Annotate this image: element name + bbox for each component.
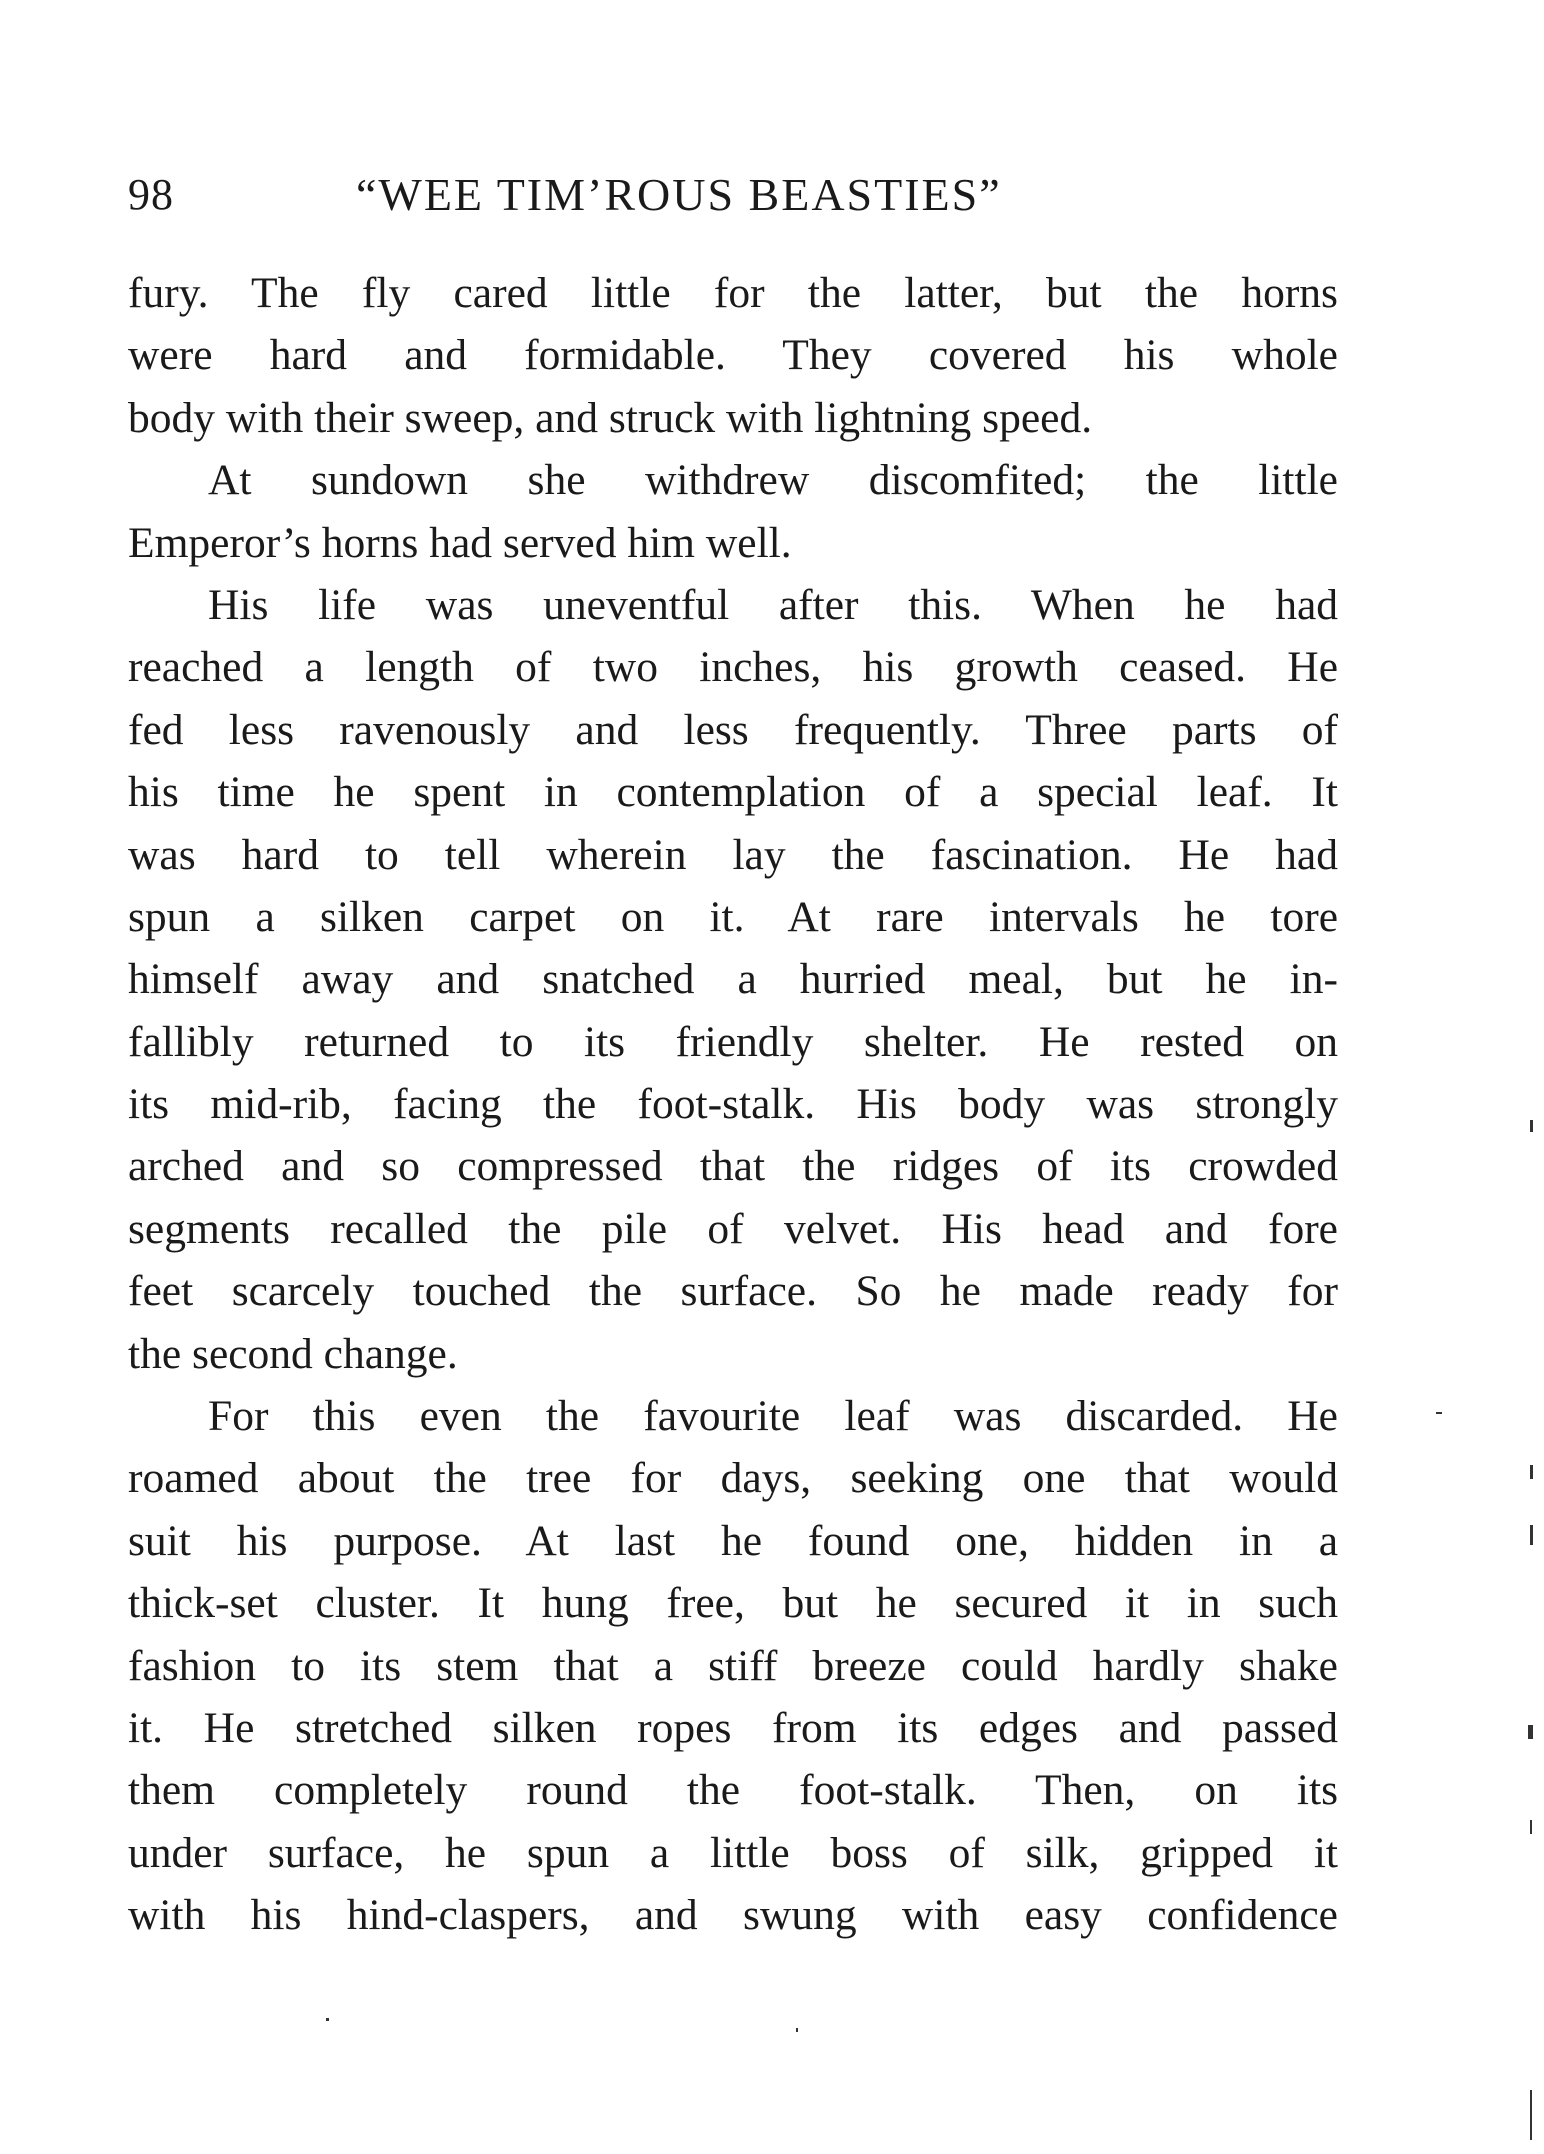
text-line: fallibly returned to its friendly shelter. He rested on xyxy=(128,1017,1338,1066)
text-line: roamed about the tree for days, seeking one that would xyxy=(128,1454,1338,1503)
scan-speck xyxy=(796,2028,798,2032)
text-line: For this even the favourite leaf was discarded. He xyxy=(208,1392,1338,1441)
page-number: 98 xyxy=(128,170,174,219)
text-line: spun a silken carpet on it. At rare intervals he tore xyxy=(128,892,1338,941)
scan-speck xyxy=(1530,1820,1532,1834)
body-text xyxy=(128,262,1338,1947)
text-line: with his hind-claspers, and swung with easy confidence xyxy=(128,1891,1338,1940)
text-line: fury. The fly cared little for the latter, but the horns xyxy=(128,269,1338,317)
text-line: was hard to tell wherein lay the fascination. He had xyxy=(128,830,1338,879)
text-line: were hard and formidable. They covered his whole xyxy=(128,331,1338,380)
scan-speck xyxy=(1436,1412,1442,1414)
text-line: thick-set cluster. It hung free, but he secured it in such xyxy=(128,1579,1338,1628)
text-line: reached a length of two inches, his growth ceased. He xyxy=(128,643,1338,692)
text-line: the second change. xyxy=(128,1329,458,1378)
scan-speck xyxy=(326,2018,329,2021)
text-line: feet scarcely touched the surface. So he made ready for xyxy=(128,1267,1338,1316)
text-line: At sundown she withdrew discomfited; the little xyxy=(208,456,1338,505)
text-line: it. He stretched silken ropes from its edges and passed xyxy=(128,1703,1338,1752)
text-line: Emperor’s horns had served him well. xyxy=(128,518,792,567)
scan-speck xyxy=(1530,1525,1533,1545)
scan-speck xyxy=(1530,2090,1532,2140)
text-line: arched and so compressed that the ridges of its crowded xyxy=(128,1142,1338,1191)
text-line: himself away and snatched a hurried meal, but he in- xyxy=(128,955,1338,1004)
text-line: them completely round the foot-stalk. Then, on its xyxy=(128,1766,1338,1815)
text-line: his time he spent in contemplation of a special leaf. It xyxy=(128,768,1338,817)
scan-speck xyxy=(1530,1465,1533,1479)
text-line: fashion to its stem that a stiff breeze could hardly shake xyxy=(128,1641,1338,1690)
scan-speck xyxy=(1530,1120,1533,1132)
scan-speck xyxy=(1528,1725,1533,1739)
text-line: its mid-rib, facing the foot-stalk. His body was strongly xyxy=(128,1080,1338,1129)
page-header xyxy=(128,160,1348,230)
text-line: segments recalled the pile of velvet. His head and fore xyxy=(128,1204,1338,1253)
running-head: “WEE TIM’ROUS BEASTIES” xyxy=(356,169,1002,220)
text-line: fed less ravenously and less frequently. Three parts of xyxy=(128,705,1338,754)
text-line: under surface, he spun a little boss of silk, gripped it xyxy=(128,1828,1338,1877)
text-line: His life was uneventful after this. When he had xyxy=(208,580,1338,629)
text-line: suit his purpose. At last he found one, hidden in a xyxy=(128,1516,1338,1565)
text-line: body with their sweep, and struck with lightning speed. xyxy=(128,393,1093,442)
